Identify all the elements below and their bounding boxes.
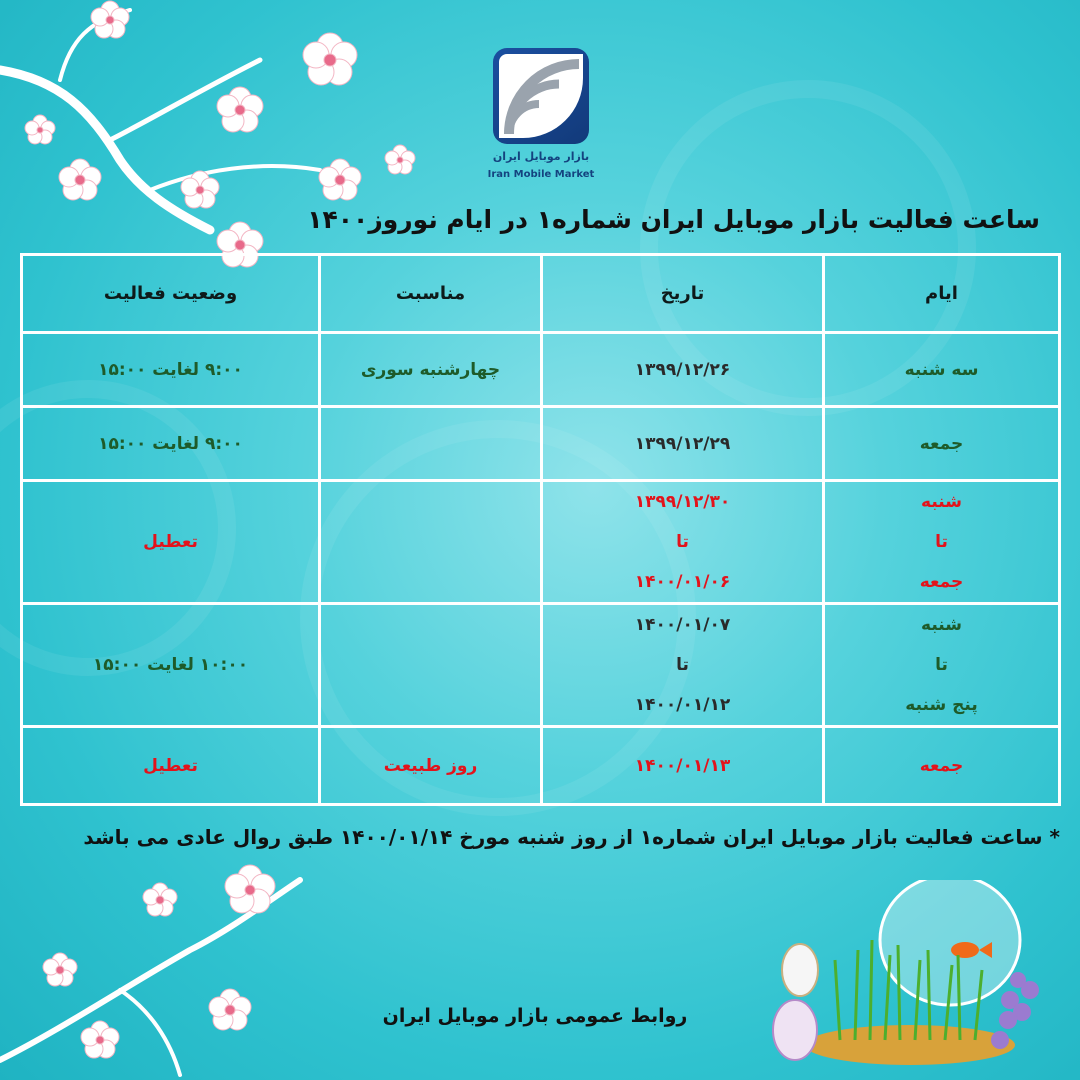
cell-occasion: چهارشنبه سوری [320,333,542,407]
day-text: شنبه [921,615,962,635]
table-row [22,407,1060,481]
cell-occasion [320,604,542,727]
date-text: ۱۴۰۰/۰۱/۱۳ [634,755,731,776]
schedule-table [20,253,1061,806]
day-text: جمعه [919,755,964,776]
cell-date [542,481,824,604]
date-text: ۱۳۹۹/۱۲/۲۶ [634,359,731,380]
cell-date [542,727,824,805]
day-text: شنبه [921,492,962,512]
cell-date [542,604,824,727]
date-text: ۱۴۰۰/۰۱/۰۷ [634,615,731,635]
cell-day [824,481,1060,604]
cell-day [824,727,1060,805]
day-text: پنج شنبه [905,695,978,715]
page-title: ساعت فعالیت بازار موبایل ایران شماره۱ در ایام نوروز۱۴۰۰ [307,205,1040,234]
cell-status: ۹:۰۰ لغایت ۱۵:۰۰ [22,407,320,481]
cell-status: ۹:۰۰ لغایت ۱۵:۰۰ [22,333,320,407]
signature-text: روابط عمومی بازار موبایل ایران [382,1005,688,1027]
header-status: وضعیت فعالیت [22,255,320,333]
header-date: تاریخ [542,255,824,333]
table-row [22,727,1060,805]
table-row [22,333,1060,407]
cell-day [824,604,1060,727]
date-text: ۱۴۰۰/۰۱/۰۶ [634,572,731,592]
logo-signal-icon [499,54,583,138]
cell-occasion: روز طبیعت [320,727,542,805]
date-text: ۱۳۹۹/۱۲/۲۹ [634,433,731,454]
day-text: جمعه [919,433,964,454]
cell-date [542,333,824,407]
table-row [22,604,1060,727]
nowruz-haftsin-illustration [760,880,1080,1080]
header-occasion: مناسبت [320,255,542,333]
cell-status: تعطیل [22,481,320,604]
cell-occasion [320,481,542,604]
cell-day [824,333,1060,407]
date-text: ۱۳۹۹/۱۲/۳۰ [634,492,731,512]
brand-logo [493,48,589,144]
date-text: ۱۴۰۰/۰۱/۱۲ [634,695,731,715]
blossom-branch-bottom-illustration [0,860,320,1080]
cell-date [542,407,824,481]
logo-name-fa: بازار موبایل ایران [492,150,590,163]
table-header-row [22,255,1060,333]
cell-status: ۱۰:۰۰ لغایت ۱۵:۰۰ [22,604,320,727]
header-day: ایام [824,255,1060,333]
date-text: تا [676,655,689,675]
logo-name-en: Iran Mobile Market [487,169,595,180]
day-text: جمعه [919,572,964,592]
table-row [22,481,1060,604]
date-text: تا [676,532,689,552]
day-text: سه شنبه [904,359,979,380]
cell-day [824,407,1060,481]
day-text: تا [935,532,948,552]
cell-status: تعطیل [22,727,320,805]
footnote: * ساعت فعالیت بازار موبایل ایران شماره۱ از روز شنبه مورخ ۱۴۰۰/۰۱/۱۴ طبق روال عادی می باشد [83,825,1060,849]
day-text: تا [935,655,948,675]
cell-occasion [320,407,542,481]
logo-caption [470,150,612,180]
